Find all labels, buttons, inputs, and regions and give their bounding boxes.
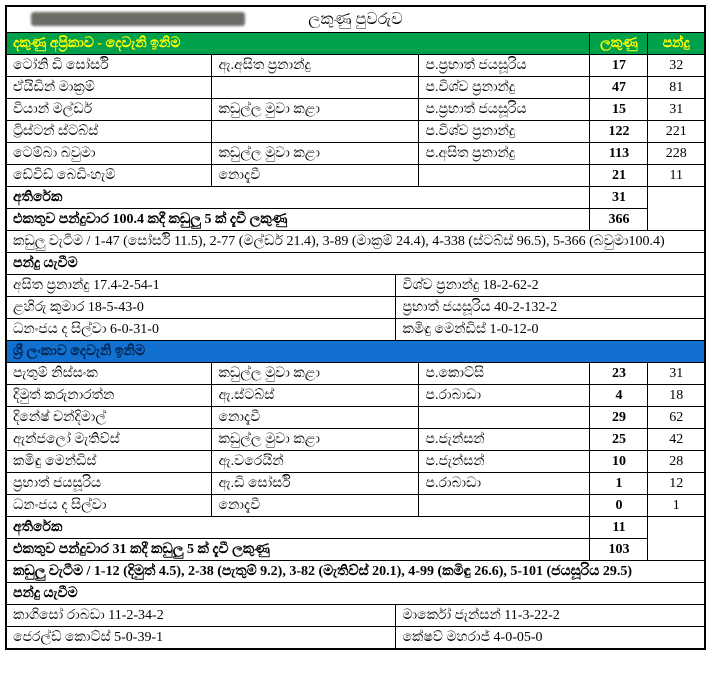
batsman-row bbox=[6, 121, 705, 143]
extras-label: අතිරේක bbox=[6, 517, 590, 539]
dismissal bbox=[212, 77, 419, 99]
extras-label: අතිරේක bbox=[6, 187, 590, 209]
balls: 81 bbox=[648, 77, 705, 99]
bowling-figures: කේෂව් මහරාජ් 4-0-05-0 bbox=[396, 627, 705, 650]
bowling-header-row bbox=[6, 253, 705, 275]
bowler: ප.ජැන්සන් bbox=[419, 429, 590, 451]
balls: 1 bbox=[648, 495, 705, 517]
bowler bbox=[419, 407, 590, 429]
dismissal: ඇ.ස්ටබ්ස් bbox=[212, 385, 419, 407]
balls: 228 bbox=[648, 143, 705, 165]
bowling-figures: කමිඳු මෙන්ඩිස් 1-0-12-0 bbox=[396, 319, 705, 341]
bowling-header-row bbox=[6, 583, 705, 605]
bowling-figures: විශ්ව ප්‍රනාන්දු 18-2-62-2 bbox=[396, 275, 705, 297]
dismissal: නොදැවී bbox=[212, 165, 419, 187]
total-label: එකතුව පන්දුවාර 31 කදී කඩුලු 5 ක් දැවී ලකුණු bbox=[6, 539, 590, 561]
innings2-header: ශ්‍රී ලංකාව දෙවැනි ඉනිම bbox=[6, 341, 705, 363]
total-row bbox=[6, 209, 705, 231]
bowling-figures: අසිත ප්‍රනාන්දු 17.4-2-54-1 bbox=[6, 275, 396, 297]
dismissal: නොදැවී bbox=[212, 407, 419, 429]
balls: 12 bbox=[648, 473, 705, 495]
runs: 21 bbox=[590, 165, 648, 187]
batsman-name: ටෝනි ඩි සෝර්සි bbox=[6, 55, 212, 77]
dismissal: කඩුල්ල මුවා කළා bbox=[212, 363, 419, 385]
dismissal bbox=[212, 121, 419, 143]
runs: 47 bbox=[590, 77, 648, 99]
balls: 62 bbox=[648, 407, 705, 429]
batsman-name: කමිඳු මෙන්ඩිස් bbox=[6, 451, 212, 473]
bowling-figures: මාර්කෝ ජැන්සන් 11-3-22-2 bbox=[396, 605, 705, 627]
redaction-smudge bbox=[31, 12, 245, 26]
bowling-row bbox=[6, 605, 705, 627]
runs: 4 bbox=[590, 385, 648, 407]
balls: 31 bbox=[648, 363, 705, 385]
bowler: ප.ප්‍රභාත් ජයසූරිය bbox=[419, 99, 590, 121]
bowler: ප.විශ්ව ප්‍රනාන්දු bbox=[419, 121, 590, 143]
batsman-row bbox=[6, 495, 705, 517]
batsman-row bbox=[6, 77, 705, 99]
fall-of-wickets: කඩුලු වැටීම / 1-47 (සෝර්සි 11.5), 2-77 (මල්ඩර් 21.4), 3-89 (මාක්‍රම් 24.4), 4-338 (ස්ටබ්ස් 96.5), 5-366 (බවුමා100.4) bbox=[6, 231, 705, 253]
balls: 18 bbox=[648, 385, 705, 407]
dismissal: ඇ.වරෙයින් bbox=[212, 451, 419, 473]
runs: 1 bbox=[590, 473, 648, 495]
title-row bbox=[6, 6, 705, 33]
total-runs: 103 bbox=[590, 539, 648, 561]
bowler: ප.අසිත ප්‍රනාන්දු bbox=[419, 143, 590, 165]
bowling-row bbox=[6, 627, 705, 650]
balls: 28 bbox=[648, 451, 705, 473]
fall-of-wickets: කඩුලු වැටීම / 1-12 (දිමුත් 4.5), 2-38 (පැතුම් 9.2), 3-82 (මැතිව්ස් 20.1), 4-99 (කමිඳු 26.6), 5-101 (ජයසූරිය 29.5) bbox=[6, 561, 705, 583]
balls: 11 bbox=[648, 165, 705, 187]
runs: 113 bbox=[590, 143, 648, 165]
batsman-row bbox=[6, 407, 705, 429]
runs-column-header: ලකුණු bbox=[590, 33, 648, 55]
batsman-row bbox=[6, 363, 705, 385]
bowler: ප.රාබාඩා bbox=[419, 473, 590, 495]
batsman-row bbox=[6, 143, 705, 165]
bowling-figures: ධනංජය ද සිල්වා 6-0-31-0 bbox=[6, 319, 396, 341]
runs: 29 bbox=[590, 407, 648, 429]
bowler: ප.රාබාඩා bbox=[419, 385, 590, 407]
bowling-section-header: පන්දු යැවීම bbox=[6, 583, 705, 605]
batsman-name: ඩේවිඩ් බෙඩිංහැම් bbox=[6, 165, 212, 187]
bowling-row bbox=[6, 319, 705, 341]
fall-of-wickets-row bbox=[6, 231, 705, 253]
batsman-row bbox=[6, 473, 705, 495]
batsman-name: ඒයිඩින් මාක්‍රම් bbox=[6, 77, 212, 99]
dismissal: කඩුල්ල මුවා කළා bbox=[212, 143, 419, 165]
batsman-name: පැතුම් නිස්සංක bbox=[6, 363, 212, 385]
bowling-figures: ළහිරු කුමාර 18-5-43-0 bbox=[6, 297, 396, 319]
total-label: එකතුව පන්දුවාර 100.4 කදී කඩුලු 5 ක් දැවී ලකුණු bbox=[6, 209, 590, 231]
innings1-header-row bbox=[6, 33, 705, 55]
dismissal: නොදැවී bbox=[212, 495, 419, 517]
total-row bbox=[6, 539, 705, 561]
scoreboard-table bbox=[5, 5, 706, 650]
bowling-figures: ජෙරල්ඩ් කොට්ස් 5-0-39-1 bbox=[6, 627, 396, 650]
extras-row bbox=[6, 517, 705, 539]
runs: 15 bbox=[590, 99, 648, 121]
dismissal: කඩුල්ල මුවා කළා bbox=[212, 429, 419, 451]
bowler: ප.ප්‍රභාත් ජයසූරිය bbox=[419, 55, 590, 77]
fall-of-wickets-row bbox=[6, 561, 705, 583]
batsman-name: දිනේෂ් චන්දිමාල් bbox=[6, 407, 212, 429]
runs: 25 bbox=[590, 429, 648, 451]
extras-runs: 31 bbox=[590, 187, 648, 209]
runs: 10 bbox=[590, 451, 648, 473]
balls: 32 bbox=[648, 55, 705, 77]
runs: 17 bbox=[590, 55, 648, 77]
batsman-name: ටෙම්බා බවුමා bbox=[6, 143, 212, 165]
batsman-row bbox=[6, 385, 705, 407]
bowling-row bbox=[6, 297, 705, 319]
batsman-name: වියාන් මල්ඩර් bbox=[6, 99, 212, 121]
bowler: ප.විශ්ව ප්‍රනාන්දු bbox=[419, 77, 590, 99]
dismissal: කඩුල්ල මුවා කළා bbox=[212, 99, 419, 121]
bowler bbox=[419, 165, 590, 187]
balls: 42 bbox=[648, 429, 705, 451]
runs: 23 bbox=[590, 363, 648, 385]
page-title bbox=[6, 6, 705, 33]
runs: 0 bbox=[590, 495, 648, 517]
batsman-row bbox=[6, 429, 705, 451]
bowling-section-header: පන්දු යැවීම bbox=[6, 253, 705, 275]
innings2-header-row bbox=[6, 341, 705, 363]
batsman-name: ට්‍රිස්ටන් ස්ටබ්ස් bbox=[6, 121, 212, 143]
total-runs: 366 bbox=[590, 209, 648, 231]
extras-total-balls-blank bbox=[648, 187, 705, 231]
dismissal: ඇ.ඩි සෝර්සි bbox=[212, 473, 419, 495]
balls: 31 bbox=[648, 99, 705, 121]
dismissal: ඇ.අසිත ප්‍රනාන්දු bbox=[212, 55, 419, 77]
balls: 221 bbox=[648, 121, 705, 143]
batsman-name: දිමුත් කරුනාරත්න bbox=[6, 385, 212, 407]
bowling-figures: ප්‍රභාත් ජයසූරිය 40-2-132-2 bbox=[396, 297, 705, 319]
batsman-row bbox=[6, 55, 705, 77]
batsman-name: ප්‍රභාත් ජයසූරිය bbox=[6, 473, 212, 495]
innings1-header: දකුණු අප්‍රිකාව - දෙවැනි ඉනිම bbox=[6, 33, 590, 55]
balls-column-header: පන්දු bbox=[648, 33, 705, 55]
bowling-row bbox=[6, 275, 705, 297]
batsman-row bbox=[6, 451, 705, 473]
batsman-row bbox=[6, 99, 705, 121]
batsman-name: ධනංජය ද සිල්වා bbox=[6, 495, 212, 517]
bowler: ප.කොට්සි bbox=[419, 363, 590, 385]
runs: 122 bbox=[590, 121, 648, 143]
bowler bbox=[419, 495, 590, 517]
batsman-name: ඇන්ජලෝ මැතිව්ස් bbox=[6, 429, 212, 451]
batsman-row bbox=[6, 165, 705, 187]
extras-total-balls-blank bbox=[648, 517, 705, 561]
extras-runs: 11 bbox=[590, 517, 648, 539]
extras-row bbox=[6, 187, 705, 209]
page-title-text: ලකුණු පුවරුව bbox=[308, 11, 403, 28]
bowler: ප.ජැන්සන් bbox=[419, 451, 590, 473]
bowling-figures: කාගිසෝ රාබඩා 11-2-34-2 bbox=[6, 605, 396, 627]
